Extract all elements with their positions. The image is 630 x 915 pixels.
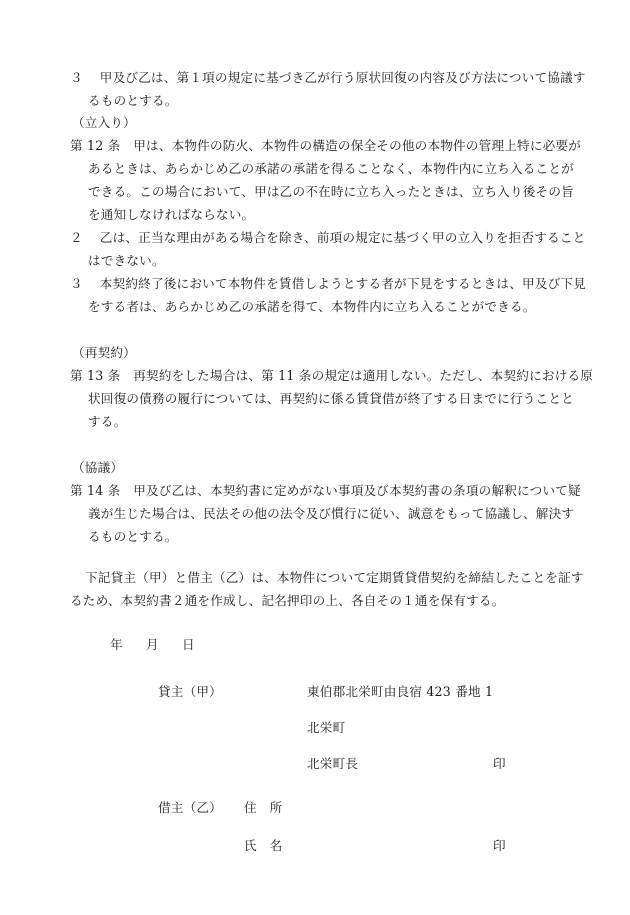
heading-recontract: （再契約） bbox=[72, 345, 136, 360]
date-year: 年 bbox=[110, 637, 123, 652]
art13-line2: 状回復の債務の履行については、再契約に係る賃貸借が終了する日までに行うことと bbox=[88, 391, 574, 406]
art12-p3-line2: をする者は、あらかじめ乙の承諾を得て、本物件内に立ち入ることができる。 bbox=[88, 299, 536, 314]
heading-entry: （立入り） bbox=[72, 115, 136, 130]
art13-line1: 第 13 条 再契約をした場合は、第 11 条の規定は適用しない。ただし、本契約における原 bbox=[70, 368, 594, 383]
lessor-name: 北栄町 bbox=[307, 720, 346, 735]
lessor-label: 貸主（甲） bbox=[158, 684, 222, 699]
lessee-label: 借主（乙） bbox=[158, 800, 222, 815]
lessee-seal: 印 bbox=[493, 838, 506, 853]
art14-line2: 義が生じた場合は、民法その他の法令及び慣行に従い、誠意をもって協議し、解決す bbox=[88, 506, 575, 521]
date-month: 月 bbox=[146, 637, 159, 652]
art12-line1: 第 12 条 甲は、本物件の防火、本物件の構造の保全その他の本物件の管理上特に必要が bbox=[70, 138, 581, 153]
lessee-address-label: 住 所 bbox=[244, 800, 283, 815]
closing-line2: るため、本契約書２通を作成し、記名押印の上、各自その１通を保有する。 bbox=[70, 593, 505, 608]
closing-line1: 下記貸主（甲）と借主（乙）は、本物件について定期賃貸借契約を締結したことを証す bbox=[85, 570, 584, 585]
art12-line2: あるときは、あらかじめ乙の承諾の承諾を得ることなく、本物件内に立ち入ることが bbox=[88, 161, 574, 176]
clause3-line2: るものとする。 bbox=[88, 93, 178, 108]
art12-line3: できる。この場合において、甲は乙の不在時に立ち入ったときは、立ち入り後その旨 bbox=[88, 184, 574, 199]
lessor-title: 北栄町長 bbox=[307, 756, 359, 771]
art12-p2-line1: ２ 乙は、正当な理由がある場合を除き、前項の規定に基づく甲の立入りを拒否すること bbox=[70, 230, 586, 245]
date-day: 日 bbox=[182, 637, 195, 652]
lessor-seal: 印 bbox=[493, 756, 506, 771]
art14-line3: るものとする。 bbox=[88, 529, 178, 544]
heading-consult: （協議） bbox=[72, 460, 124, 475]
lessor-address: 東伯郡北栄町由良宿 423 番地 1 bbox=[307, 684, 494, 699]
art12-p3-line1: ３ 本契約終了後において本物件を賃借しようとする者が下見をするときは、甲及び下見 bbox=[70, 276, 586, 291]
clause3-line1: ３ 甲及び乙は、第１項の規定に基づき乙が行う原状回復の内容及び方法について協議す bbox=[70, 70, 586, 85]
art14-line1: 第 14 条 甲及び乙は、本契約書に定めがない事項及び本契約書の条項の解釈について疑 bbox=[70, 483, 581, 498]
art12-line4: を通知しなければならない。 bbox=[88, 207, 255, 222]
art13-line3: する。 bbox=[88, 414, 127, 429]
lessee-name-label: 氏 名 bbox=[244, 838, 283, 853]
art12-p2-line2: はできない。 bbox=[88, 253, 165, 268]
